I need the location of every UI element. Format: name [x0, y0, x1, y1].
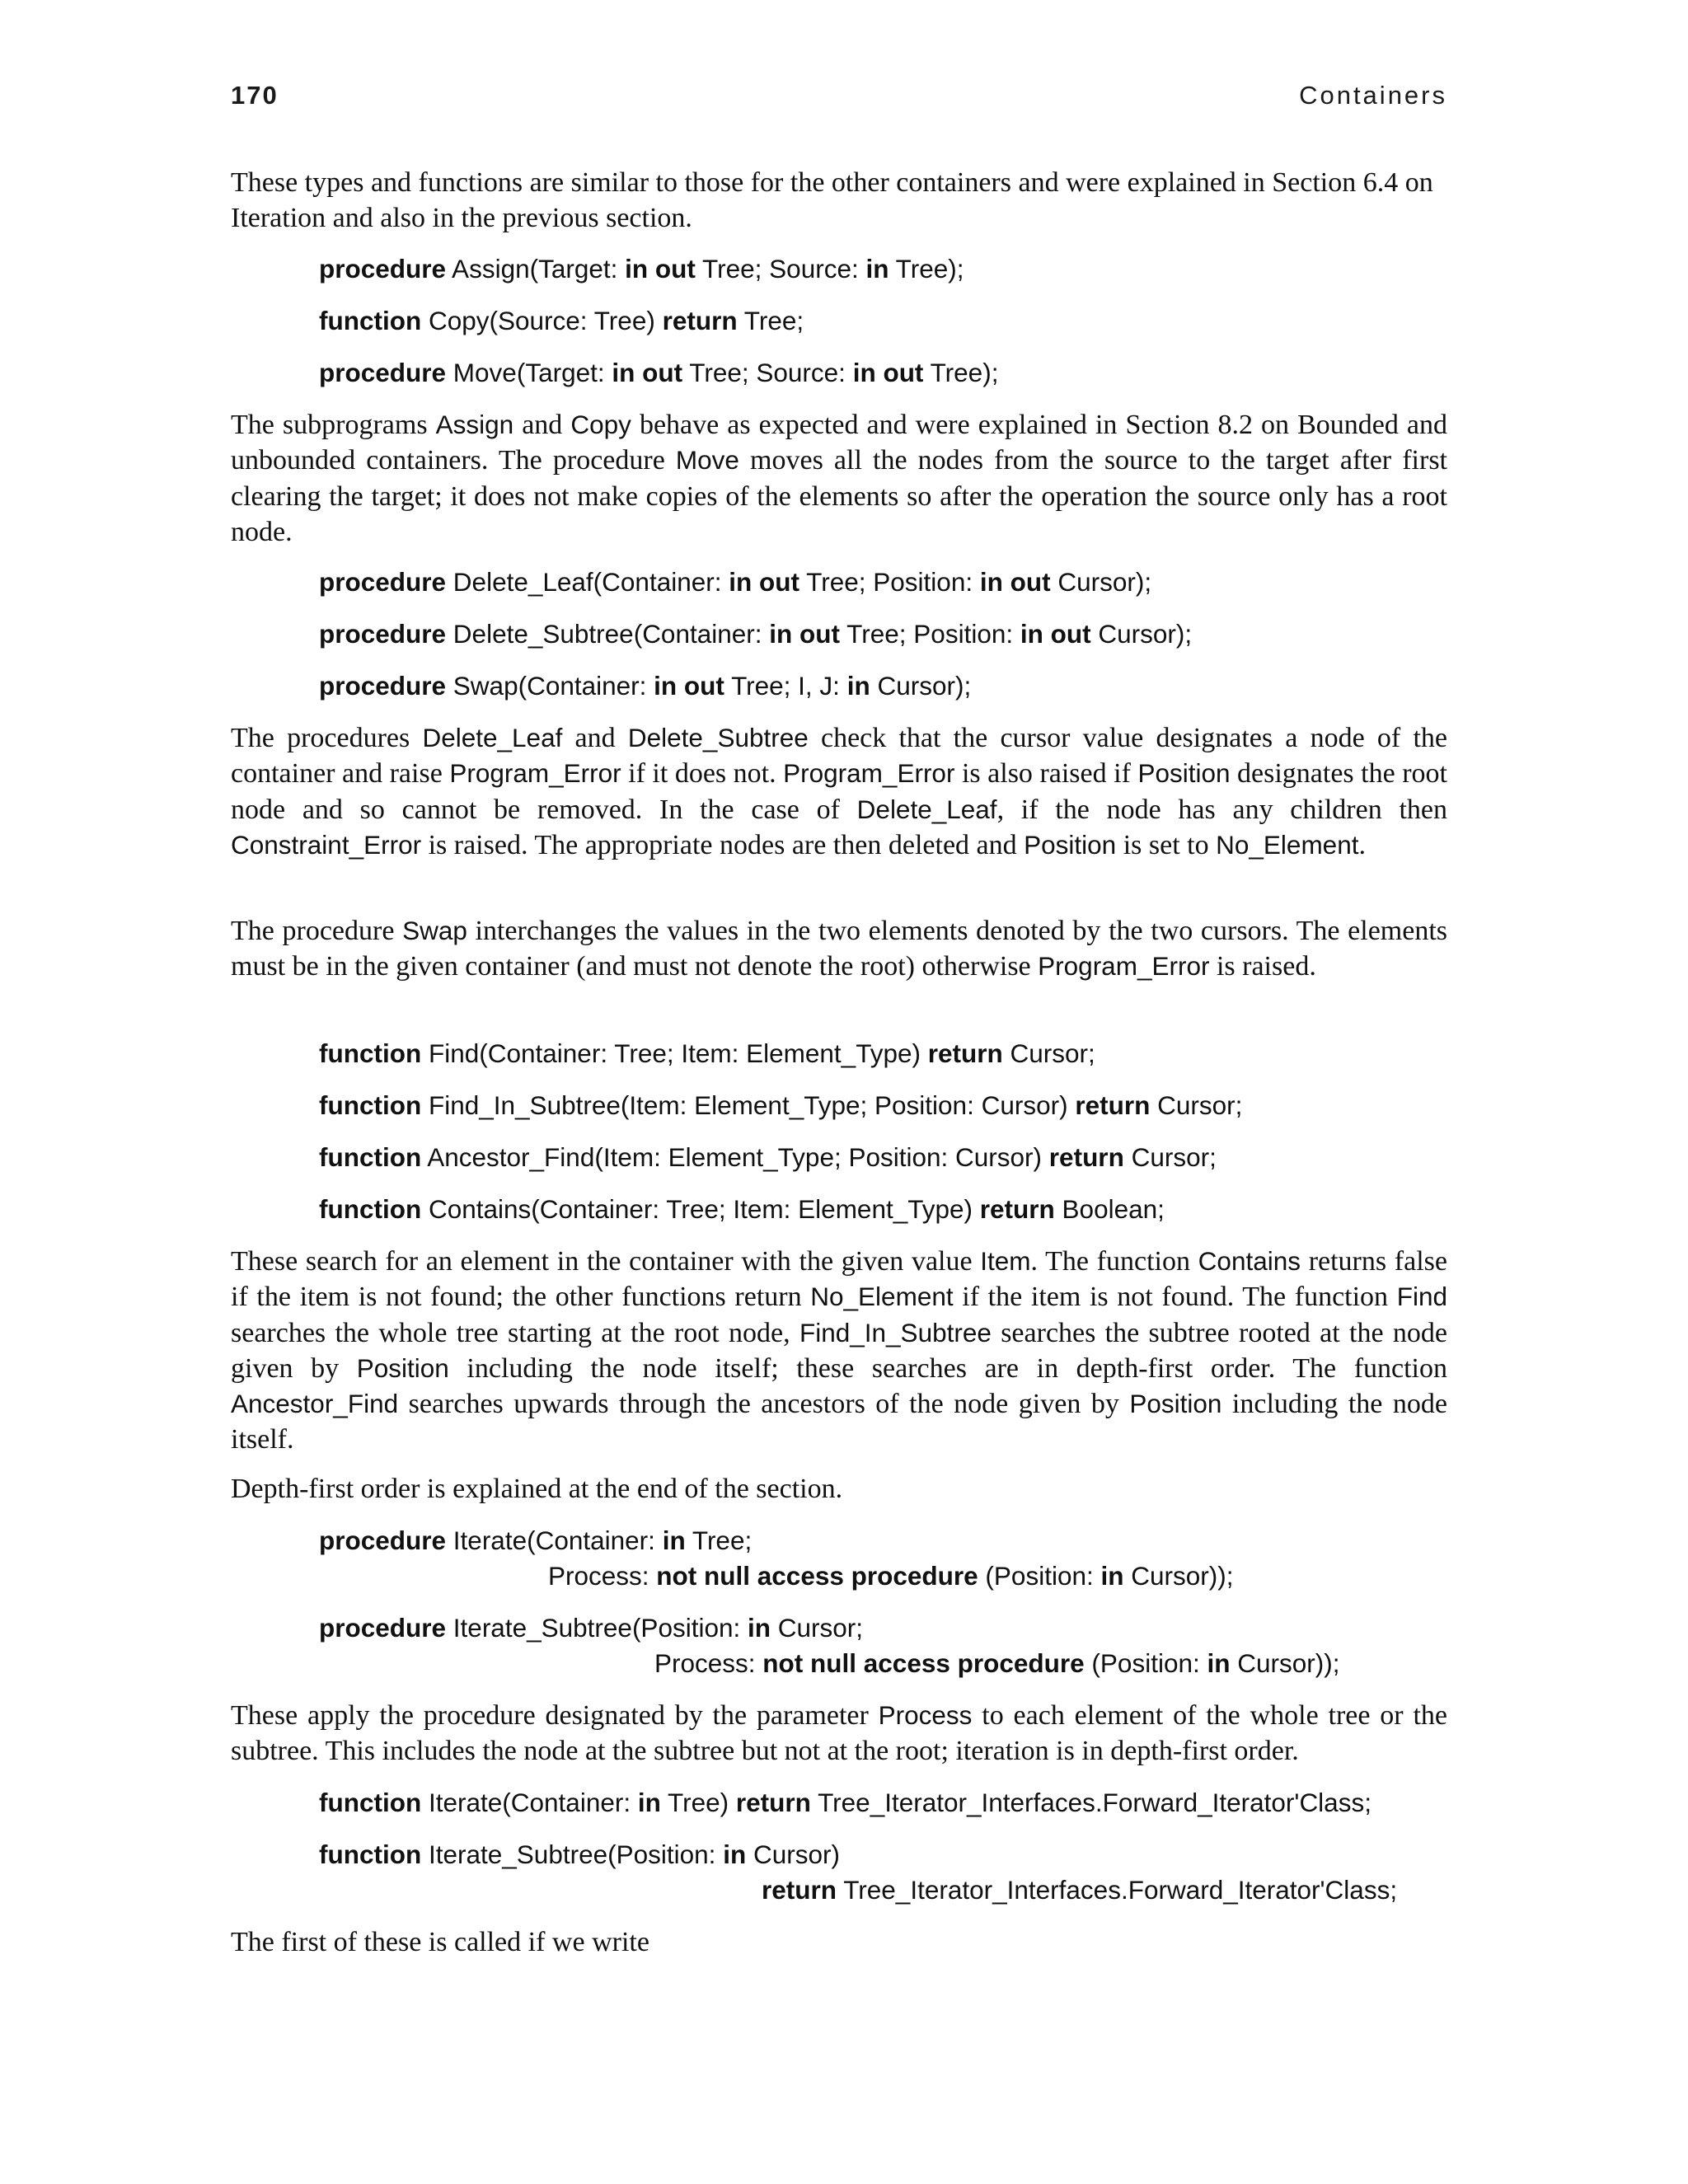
code-keyword: in out	[625, 254, 696, 284]
code-text: Tree; Source:	[682, 358, 853, 387]
text-run: The first of these is called if we write	[231, 1927, 649, 1957]
code-text: Cursor);	[1090, 619, 1193, 649]
code-keyword: function	[319, 1840, 422, 1869]
code-keyword: in	[637, 1788, 661, 1817]
code-keyword: procedure	[319, 254, 447, 284]
code-keyword: return	[762, 1875, 837, 1905]
code-swap	[319, 668, 971, 704]
code-identifier: Position	[1024, 829, 1117, 860]
paragraph	[231, 913, 1447, 985]
text-run: These search for an element in the container with the given value	[231, 1246, 981, 1277]
text-run: searches upwards through the ancestors of the node given by	[398, 1389, 1130, 1420]
code-keyword: return	[662, 306, 738, 335]
code-text: Find_In_Subtree(Item: Element_Type; Position: Cursor)	[421, 1090, 1076, 1120]
code-identifier: Find_In_Subtree	[799, 1317, 992, 1347]
text-run: The procedures	[231, 723, 423, 753]
code-keyword: return	[1048, 1142, 1124, 1172]
code-keyword: return	[735, 1788, 811, 1817]
code-keyword: in out	[612, 358, 683, 387]
code-keyword: in out	[769, 619, 840, 649]
text-run: including the node itself.	[231, 1389, 1447, 1455]
code-identifier: Constraint_Error	[231, 829, 422, 860]
code-line	[319, 1140, 1217, 1175]
code-identifier: Copy	[570, 410, 631, 439]
code-identifier: Delete_Leaf	[856, 794, 997, 824]
code-line	[319, 355, 998, 391]
code-text: Tree; Position:	[840, 619, 1020, 649]
code-line	[319, 303, 804, 339]
code-text: Tree_Iterator_Interfaces.Forward_Iterator'Class;	[810, 1788, 1372, 1817]
code-keyword: procedure	[319, 671, 447, 701]
code-keyword: not null access procedure	[762, 1648, 1085, 1679]
text-run: , if the node has any children then	[996, 794, 1447, 825]
code-keyword: not null access procedure	[656, 1561, 978, 1591]
code-keyword: function	[319, 306, 422, 335]
text-run: searches the subtree rooted at the node given by	[231, 1317, 1447, 1384]
text-run: .	[1358, 829, 1366, 860]
code-identifier: No_Element	[810, 1282, 954, 1312]
code-text: Assign(Target:	[446, 254, 626, 284]
text-run: behave as expected and were explained in Section 8.2 on Bounded and unbounded containers. The procedure	[231, 410, 1447, 476]
paragraph	[231, 1924, 1447, 1960]
text-run: interchanges the values in the two elements denoted by the two cursors. The elements must be in the given container (and must not denote the root) otherwise	[231, 916, 1448, 982]
paragraph	[231, 1698, 1447, 1769]
code-line	[319, 1036, 1095, 1071]
code-keyword: in out	[729, 567, 799, 597]
page-number: 170	[231, 81, 279, 110]
code-line	[319, 1192, 1165, 1227]
code-keyword: return	[1075, 1090, 1151, 1120]
code-text: Delete_Leaf(Container:	[446, 567, 729, 597]
code-text: Move(Target:	[446, 358, 612, 387]
code-text: Iterate_Subtree(Position:	[421, 1840, 724, 1869]
code-identifier: Position	[1129, 1389, 1222, 1419]
text-run: if it does not.	[621, 758, 784, 790]
code-text: Cursor;	[1150, 1090, 1243, 1120]
text-run: returns false if the item is not found; the other functions return	[231, 1246, 1447, 1313]
code-text: Tree);	[923, 358, 999, 387]
code-line	[319, 1088, 1242, 1123]
code-identifier: Contains	[1198, 1246, 1301, 1276]
code-text: Tree; Source:	[695, 254, 866, 284]
paragraph	[231, 1471, 1447, 1507]
paragraph	[231, 165, 1447, 237]
code-keyword: function	[319, 1090, 422, 1120]
text-run: moves all the nodes from the source to the target after first clearing the target; it does not make copies of the elements so after the operation the source only has a root node.	[231, 445, 1447, 547]
text-run: These apply the procedure designated by the parameter	[231, 1700, 879, 1731]
code-text: Tree;	[685, 1526, 753, 1555]
code-line	[319, 565, 1151, 600]
code-identifier: Swap	[402, 916, 467, 945]
code-line	[319, 616, 1192, 652]
text-run: and	[513, 410, 571, 440]
code-keyword: in	[865, 254, 889, 284]
code-text: Cursor;	[1002, 1038, 1095, 1068]
text-run: These types and functions are similar to those for the other containers and were explained in Section 6.4 on Iteration and also in the previous section.	[231, 167, 1433, 234]
code-text: Boolean;	[1054, 1194, 1165, 1224]
code-keyword: function	[319, 1194, 422, 1224]
code-text: Cursor;	[1123, 1142, 1217, 1172]
code-ancestor-find	[319, 1140, 1217, 1175]
code-text: Cursor));	[1230, 1648, 1340, 1679]
code-text: Iterate(Container:	[446, 1526, 663, 1555]
running-header	[231, 81, 1447, 117]
code-keyword: procedure	[319, 1526, 447, 1555]
code-keyword: in	[1207, 1648, 1231, 1679]
paragraph	[231, 720, 1447, 863]
code-identifier: Delete_Leaf	[422, 723, 563, 752]
code-text: Contains(Container: Tree; Item: Element_Type)	[421, 1194, 980, 1224]
code-line	[319, 1646, 1339, 1681]
code-contains	[319, 1192, 1165, 1227]
text-run: is raised.	[1209, 951, 1316, 982]
code-keyword: in	[723, 1840, 747, 1869]
code-iterate-function	[319, 1785, 1372, 1821]
code-keyword: in out	[979, 567, 1051, 597]
code-line	[319, 1872, 1397, 1908]
text-run: searches the whole tree starting at the root node,	[231, 1317, 799, 1348]
code-delete-leaf	[319, 565, 1151, 600]
text-run: including the node itself; these searches are in depth-first order. The function	[448, 1352, 1448, 1384]
code-identifier: Program_Error	[449, 758, 621, 789]
code-assign	[319, 251, 964, 287]
code-line	[319, 1523, 1233, 1558]
code-text: Tree;	[737, 306, 804, 335]
code-text: Tree)	[660, 1788, 736, 1817]
code-text: Tree_Iterator_Interfaces.Forward_Iterator'Class;	[837, 1875, 1398, 1905]
code-keyword: function	[319, 1788, 422, 1817]
text-run: The subprograms	[231, 410, 436, 440]
code-keyword: in	[846, 671, 870, 701]
code-text: Find(Container: Tree; Item: Element_Type)	[421, 1038, 928, 1068]
text-run: to each element of the whole tree or the subtree. This includes the node at the subtree but not at the root; iteration is in depth-first order.	[231, 1700, 1447, 1767]
code-keyword: procedure	[319, 567, 447, 597]
code-text: Cursor;	[771, 1613, 864, 1643]
code-keyword: function	[319, 1142, 422, 1172]
code-identifier: Program_Error	[1038, 951, 1210, 982]
code-text: Tree);	[889, 254, 964, 284]
code-keyword: in out	[654, 671, 724, 701]
code-text: Tree; I, J:	[724, 671, 847, 701]
code-identifier: No_Element	[1216, 829, 1359, 860]
code-keyword: in	[748, 1613, 771, 1643]
code-text: Cursor);	[870, 671, 972, 701]
code-text: Process:	[548, 1561, 657, 1591]
code-identifier: Move	[675, 445, 739, 476]
code-text: Tree; Position:	[799, 567, 980, 597]
code-keyword: in	[1100, 1561, 1124, 1591]
code-text: (Position:	[978, 1561, 1101, 1591]
code-keyword: in	[662, 1526, 686, 1555]
text-run: check that the cursor value designates a node of the container and raise	[231, 723, 1448, 790]
code-move	[319, 355, 998, 391]
text-run: if the item is not found. The function	[953, 1282, 1397, 1313]
code-keyword: in out	[852, 358, 924, 387]
code-text: Swap(Container:	[446, 671, 654, 701]
text-run: is raised. The appropriate nodes are then deleted and	[421, 829, 1025, 860]
code-line	[319, 251, 964, 287]
text-run: is set to	[1116, 829, 1217, 860]
code-iterate-subtree-procedure	[319, 1610, 1339, 1682]
code-line	[319, 1610, 1339, 1646]
text-run: The procedure	[231, 916, 403, 946]
code-text: Iterate_Subtree(Position:	[446, 1613, 748, 1643]
code-text: Copy(Source: Tree)	[421, 306, 663, 335]
code-identifier: Process	[878, 1700, 973, 1730]
code-text: Ancestor_Find(Item: Element_Type; Position: Cursor)	[421, 1142, 1049, 1172]
code-text: Cursor);	[1050, 567, 1152, 597]
code-keyword: procedure	[319, 619, 447, 649]
code-line	[319, 1558, 1233, 1594]
code-text: Process:	[654, 1648, 763, 1679]
paragraph	[231, 407, 1447, 550]
text-run: . The function	[1030, 1246, 1198, 1277]
text-run: Depth-first order is explained at the end of the section.	[231, 1474, 843, 1504]
code-identifier: Ancestor_Find	[231, 1389, 399, 1419]
code-identifier: Find	[1396, 1282, 1447, 1312]
text-run: is also raised if	[954, 758, 1138, 790]
code-keyword: in out	[1020, 619, 1091, 649]
code-keyword: function	[319, 1038, 422, 1068]
code-text: Iterate(Container:	[421, 1788, 638, 1817]
code-find-in-subtree	[319, 1088, 1242, 1123]
code-copy	[319, 303, 804, 339]
code-keyword: procedure	[319, 1613, 447, 1643]
code-keyword: return	[927, 1038, 1003, 1068]
code-text: (Position:	[1084, 1648, 1207, 1679]
text-run: and	[562, 723, 628, 753]
code-identifier: Position	[1137, 758, 1231, 789]
code-line	[319, 1785, 1372, 1821]
code-find	[319, 1036, 1095, 1071]
chapter-title: Containers	[1299, 81, 1447, 110]
code-identifier: Assign	[435, 410, 514, 439]
code-delete-subtree	[319, 616, 1192, 652]
code-text: Cursor)	[746, 1840, 840, 1869]
text-run: designates the root node and so cannot be removed. In the case of	[231, 758, 1447, 825]
code-iterate-subtree-function	[319, 1837, 1397, 1909]
code-keyword: return	[979, 1194, 1055, 1224]
code-text: Delete_Subtree(Container:	[446, 619, 770, 649]
code-line	[319, 1837, 1397, 1872]
code-text: Cursor));	[1123, 1561, 1234, 1591]
code-identifier: Delete_Subtree	[627, 723, 809, 752]
code-iterate-procedure	[319, 1523, 1233, 1595]
code-line	[319, 668, 971, 704]
code-identifier: Program_Error	[783, 758, 955, 789]
code-identifier: Position	[356, 1352, 449, 1383]
paragraph	[231, 1244, 1447, 1458]
code-keyword: procedure	[319, 358, 447, 387]
code-identifier: Item	[980, 1246, 1031, 1276]
